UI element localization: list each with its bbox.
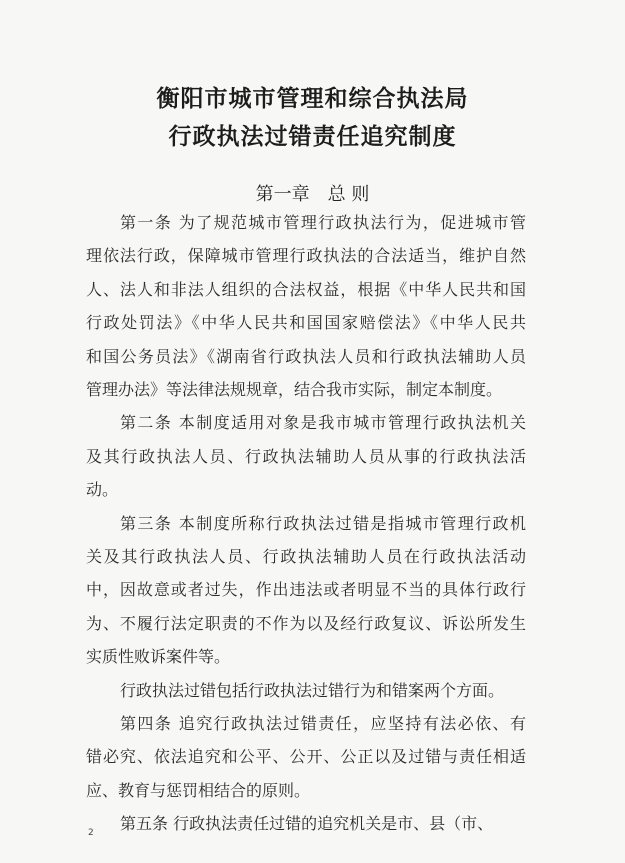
text-line: 行政执法过错包括行政执法过错行为和错案两个方面。: [120, 681, 505, 700]
chapter-label: 第一章: [255, 184, 310, 205]
page-number: 2: [88, 828, 94, 838]
text-line: 为、不履行法定职责的不作为以及经行政复议、诉讼所发生: [86, 614, 526, 633]
text-line: 第四条 追究行政执法过错责任，应坚持有法必依、有: [120, 714, 526, 733]
text-line: 理依法行政，保障城市管理行政执法的合法适当，维护自然: [86, 246, 526, 265]
document-title-line-1: 衡阳市城市管理和综合执法局: [156, 85, 469, 112]
chapter-name: 总 则: [327, 184, 370, 205]
chapter-heading: [0, 180, 625, 206]
text-line: 关及其行政执法人员、行政执法辅助人员在行政执法活动: [86, 547, 526, 566]
text-line: 错必究、依法追究和公平、公开、公正以及过错与责任相适: [86, 747, 526, 766]
text-line: 动。: [86, 480, 119, 499]
text-line: 行政处罚法》《中华人民共和国国家赔偿法》《中华人民共: [86, 313, 526, 332]
text-line: 人、法人和非法人组织的合法权益，根据《中华人民共和国: [86, 280, 526, 299]
document-title-line-2: 行政执法过错责任追究制度: [168, 123, 457, 150]
text-line: 第一条 为了规范城市管理行政执法行为，促进城市管: [120, 213, 526, 232]
text-line: 第二条 本制度适用对象是我市城市管理行政执法机关: [120, 413, 526, 432]
text-line: 管理办法》等法律法规规章，结合我市实际，制定本制度。: [86, 380, 503, 399]
text-line: 应、教育与惩罚相结合的原则。: [86, 781, 311, 800]
text-line: 第三条 本制度所称行政执法过错是指城市管理行政机: [120, 514, 526, 533]
text-line: 中，因故意或者过失，作出违法或者明显不当的具体行政行: [86, 580, 526, 599]
text-line: 第五条 行政执法责任过错的追究机关是市、县（市、: [120, 814, 494, 833]
text-line: 及其行政执法人员、行政执法辅助人员从事的行政执法活: [86, 447, 526, 466]
text-line: 和国公务员法》《湖南省行政执法人员和行政执法辅助人员: [86, 347, 526, 366]
text-line: 实质性败诉案件等。: [86, 647, 231, 666]
